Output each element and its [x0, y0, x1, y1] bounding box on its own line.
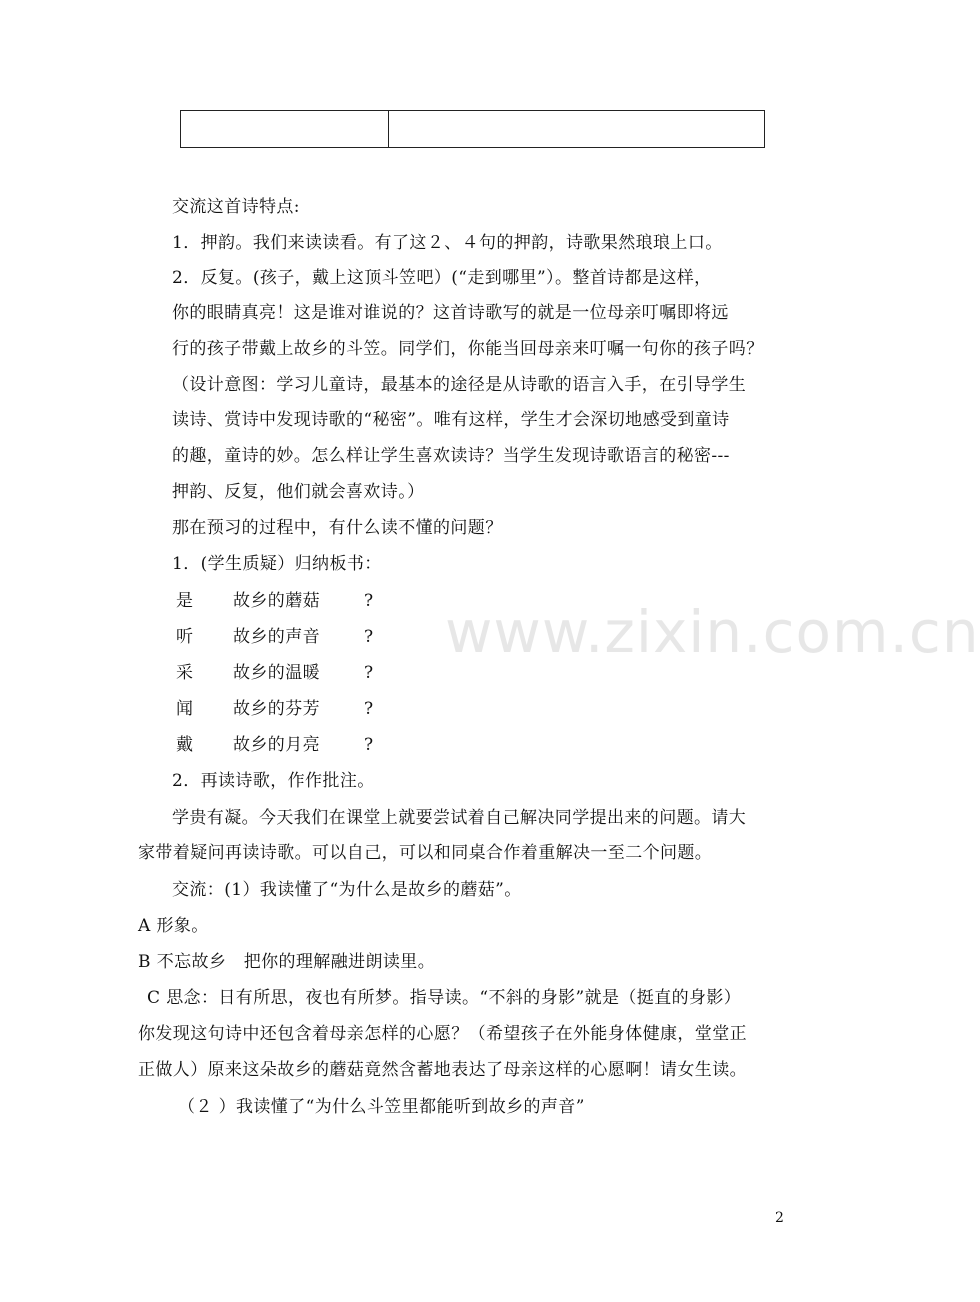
paragraph-line: 学贵有凝。今天我们在课堂上就要尝试着自己解决同学提出来的问题。请大	[172, 808, 747, 828]
paragraph-line: 1．(学生质疑）归纳板书：	[172, 554, 382, 574]
board-object: 故乡的蘑菇	[233, 591, 320, 611]
board-object: 故乡的芬芳	[233, 699, 320, 719]
paragraph-line: 2．再读诗歌，作作批注。	[172, 771, 375, 791]
board-verb: 戴	[176, 735, 194, 755]
paragraph-line: A 形象。	[138, 916, 209, 936]
board-object: 故乡的声音	[233, 627, 320, 647]
table-divider	[388, 111, 389, 147]
paragraph-line: 押韵、反复，他们就会喜欢诗。）	[172, 482, 425, 502]
paragraph-line: C 思念：日有所思，夜也有所梦。指导读。“不斜的身影”就是（挺直的身影）	[147, 988, 742, 1008]
paragraph-line: 1．押韵。我们来读读看。有了这２、４句的押韵，诗歌果然琅琅上口。	[172, 233, 723, 253]
paragraph-line: （设计意图：学习儿童诗，最基本的途径是从诗歌的语言入手，在引导学生	[172, 375, 747, 395]
board-object: 故乡的月亮	[233, 735, 320, 755]
board-question-mark: ?	[364, 591, 374, 611]
paragraph-line: 你的眼睛真亮！这是谁对谁说的？这首诗歌写的就是一位母亲叮嘱即将远	[172, 303, 729, 323]
paragraph-line: 那在预习的过程中，有什么读不懂的问题？	[172, 518, 503, 538]
paragraph-line: 交流：(1）我读懂了“为什么是故乡的蘑菇”。	[172, 880, 522, 900]
board-object: 故乡的温暖	[233, 663, 320, 683]
board-verb: 采	[176, 663, 194, 683]
page-number: 2	[775, 1210, 784, 1226]
watermark: www.zixin.com.cn	[445, 598, 980, 666]
board-verb: 听	[176, 627, 194, 647]
paragraph-line: 读诗、赏诗中发现诗歌的“秘密”。唯有这样，学生才会深切地感受到童诗	[172, 410, 730, 430]
paragraph-line: （２ ）我读懂了“为什么斗笠里都能听到故乡的声音”	[178, 1097, 585, 1117]
paragraph-line: 行的孩子带戴上故乡的斗笠。同学们，你能当回母亲来叮嘱一句你的孩子吗？	[172, 339, 764, 359]
board-question-mark: ?	[364, 663, 374, 683]
paragraph-line: 的趣，童诗的妙。怎么样让学生喜欢读诗？当学生发现诗歌语言的秘密---	[172, 446, 730, 466]
paragraph-line: B 不忘故乡 把你的理解融进朗读里。	[138, 952, 436, 972]
board-question-mark: ?	[364, 699, 374, 719]
paragraph-line: 你发现这句诗中还包含着母亲怎样的心愿？（希望孩子在外能身体健康，堂堂正	[138, 1024, 747, 1044]
board-verb: 闻	[176, 699, 194, 719]
paragraph-line: 2．反复。(孩子，戴上这顶斗笠吧）(“走到哪里”）。整首诗都是这样，	[172, 268, 712, 288]
board-question-mark: ?	[364, 627, 374, 647]
paragraph-line: 交流这首诗特点:	[172, 197, 300, 217]
board-question-mark: ?	[364, 735, 374, 755]
paragraph-line: 正做人）原来这朵故乡的蘑菇竟然含蓄地表达了母亲这样的心愿啊！请女生读。	[138, 1060, 747, 1080]
paragraph-line: 家带着疑问再读诗歌。可以自己，可以和同桌合作着重解决一至二个问题。	[138, 843, 713, 863]
table-fragment	[180, 110, 765, 148]
board-verb: 是	[176, 591, 194, 611]
